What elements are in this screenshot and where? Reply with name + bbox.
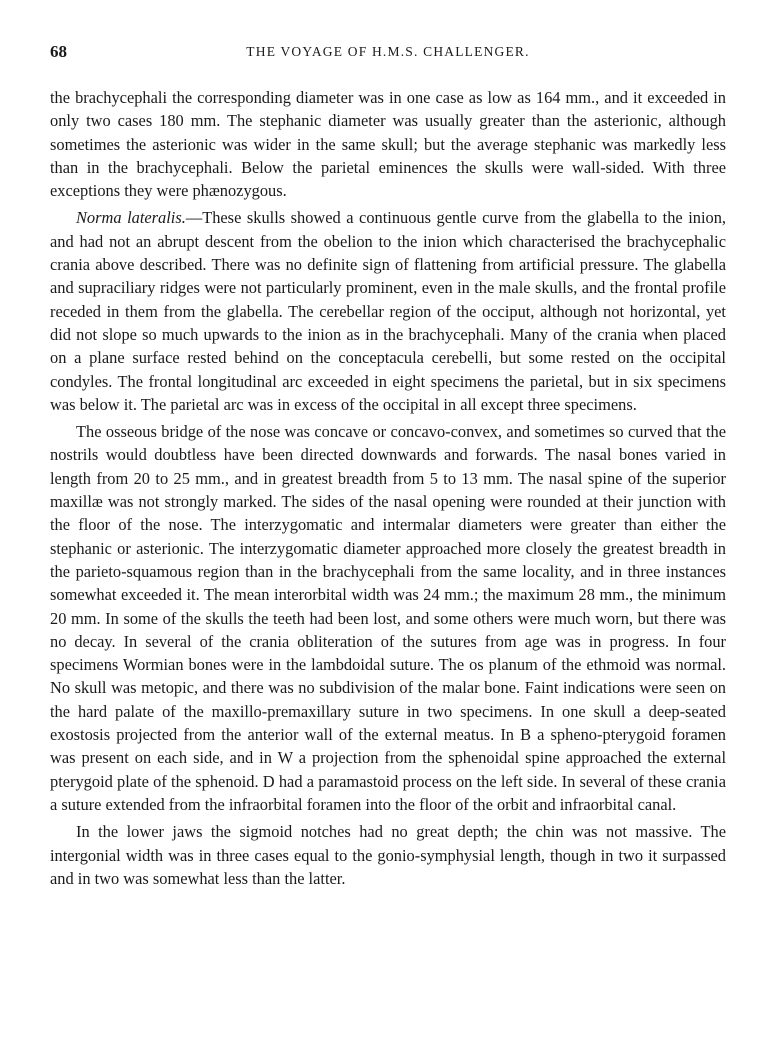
paragraph-norma-lateralis [50, 206, 726, 416]
paragraph-continuation [50, 86, 726, 202]
page-number: 68 [50, 42, 67, 61]
body-text [50, 86, 726, 890]
paragraph-text: In the lower jaws the sigmoid notches had no great depth; the chin was not massive. The intergonial width was in three cases equal to the gonio-symphysial length, though in two it surpassed and in two was somewhat less than the latter. [50, 822, 726, 888]
paragraph-lower-jaws [50, 820, 726, 890]
paragraph-lead-heading: Norma lateralis. [76, 208, 186, 228]
paragraph-text: The osseous bridge of the nose was concave or concavo-convex, and sometimes so curved that the nostrils would doubtless have been directed downwards and forwards. The nasal bones varied in length from 20 to 25 mm., and in greatest breadth from 5 to 13 mm. The nasal spine of the superior maxillæ was not strongly marked. The sides of the nasal opening were rounded at their junction with the floor of the nose. The interzygomatic and intermalar diameters were greater than either the stephanic or asterionic. The interzygomatic diameter approached more closely the greatest breadth in the parieto-squamous region than in the brachycephali from the same locality, and in three instances somewhat exceeded it. The mean interorbital width was 24 mm.; the maximum 28 mm., the minimum 20 mm. In some of the skulls the teeth had been lost, and some others were much worn, but there was no decay. In several of the crania obliteration of the sutures from age was in progress. In four specimens Wormian bones were in the lambdoidal suture. The os planum of the ethmoid was normal. No skull was metopic, and there was no subdivision of the malar bone. Faint indications were seen on the hard palate of the maxillo-premaxillary suture in two specimens. In one skull a deep-seated exostosis projected from the anterior wall of the external meatus. In B a spheno-pterygoid foramen was present on each side, and in W a projection from the sphenoidal spine approached the external pterygoid plate of the sphenoid. D had a paramastoid process on the left side. In several of these crania a suture extended from the infraorbital foramen into the floor of the orbit and infraorbital canal. [50, 422, 726, 814]
paragraph-nose-and-face [50, 420, 726, 816]
running-title: THE VOYAGE OF H.M.S. CHALLENGER. [246, 44, 530, 59]
page-header [50, 42, 726, 66]
paragraph-text: —These skulls showed a continuous gentle curve from the glabella to the inion, and had not an abrupt descent from the obelion to the inion which characterised the brachycephalic crania above described. There was no definite sign of flattening from artificial pressure. The glabella and supraciliary ridges were not particularly prominent, even in the male skulls, and the frontal profile receded in them from the glabella. The cerebellar region of the occiput, although not horizontal, yet did not slope so much upwards to the inion as in the brachycephali. Many of the crania when placed on a plane surface rested behind on the conceptacula cerebelli, but some rested on the occipital condyles. The frontal longitudinal arc exceeded in eight specimens the parietal, but in six specimens was below it. The parietal arc was in excess of the occipital in all except three specimens. [50, 208, 727, 414]
paragraph-text: the brachycephali the corresponding diameter was in one case as low as 164 mm., and it exceeded in only two cases 180 mm. The stephanic diameter was usually greater than the asterionic, although sometimes the asterionic was wider in the same skull; but the average stephanic was markedly less than in the brachycephali. Below the parietal eminences the skulls were wall-sided. With three exceptions they were phænozygous. [50, 88, 726, 201]
page [50, 42, 726, 894]
